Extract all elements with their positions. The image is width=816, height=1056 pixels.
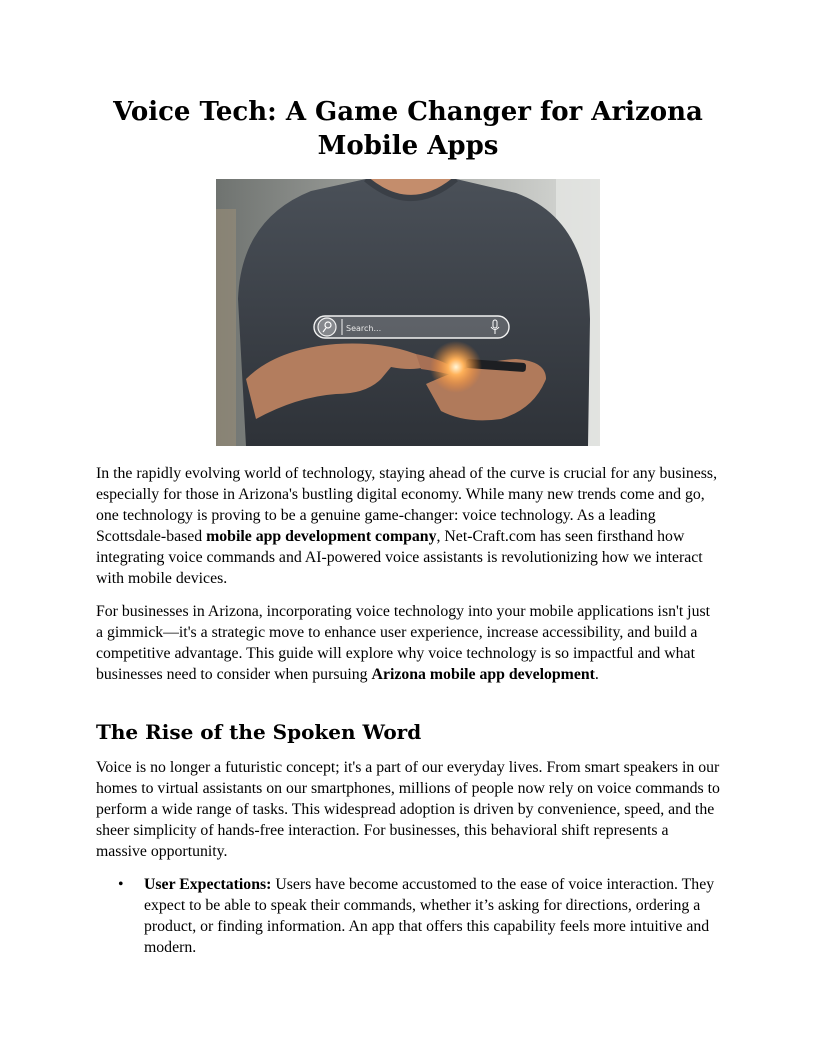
intro-paragraph-2 [96, 601, 720, 685]
search-placeholder: Search... [346, 324, 382, 333]
bullet-text: Users have become accustomed to the ease of voice interaction. They expect to be able to speak their commands, whether it’s asking for directions, ordering a product, or finding information. An app that offers this capability feels more intuitive and modern. [144, 876, 715, 956]
page-title: Voice Tech: A Game Changer for Arizona Mobile Apps [113, 97, 703, 161]
intro-p1-text-a: In the rapidly evolving world of technology, staying ahead of the curve is crucial for any business, especially for those in Arizona's bustling digital economy. While many new trends come and go, one technology is proving to be a genuine game-changer: voice technology. As a leading Scottsdale-based [96, 465, 718, 545]
intro-p2-text-b: . [594, 666, 599, 683]
section-heading: The Rise of the Spoken Word [96, 720, 422, 744]
keyword-arizona-mobile-app-development: Arizona mobile app development [371, 666, 595, 683]
bullet-marker: • [118, 876, 124, 893]
intro-paragraph-1 [96, 463, 720, 589]
bullet-list [96, 874, 720, 958]
section-paragraph: Voice is no longer a futuristic concept; it's a part of our everyday lives. From smart speakers in our homes to virtual assistants on our smartphones, millions of people now rely on voice commands to perform a wide range of tasks. This widespread adoption is driven by convenience, speed, and the sheer simplicity of hands-free interaction. For businesses, this behavioral shift represents a massive opportunity. [96, 759, 720, 860]
hero-image [216, 179, 600, 446]
keyword-mobile-app-development-company: mobile app development company [206, 528, 437, 545]
bullet-label: User Expectations: [144, 876, 272, 893]
bullet-item [96, 874, 720, 958]
intro-p2-text-a: For businesses in Arizona, incorporating voice technology into your mobile applications isn't just a gimmick—it's a strategic move to enhance user experience, increase accessibility, and build a competitive advantage. This guide will explore why voice technology is so impactful and what businesses need to consider when pursuing [96, 603, 711, 683]
intro-p1-text-b: , Net-Craft.com has seen firsthand how integrating voice commands and AI-powered voice assistants is revolutionizing how we interact with mobile devices. [96, 528, 703, 587]
